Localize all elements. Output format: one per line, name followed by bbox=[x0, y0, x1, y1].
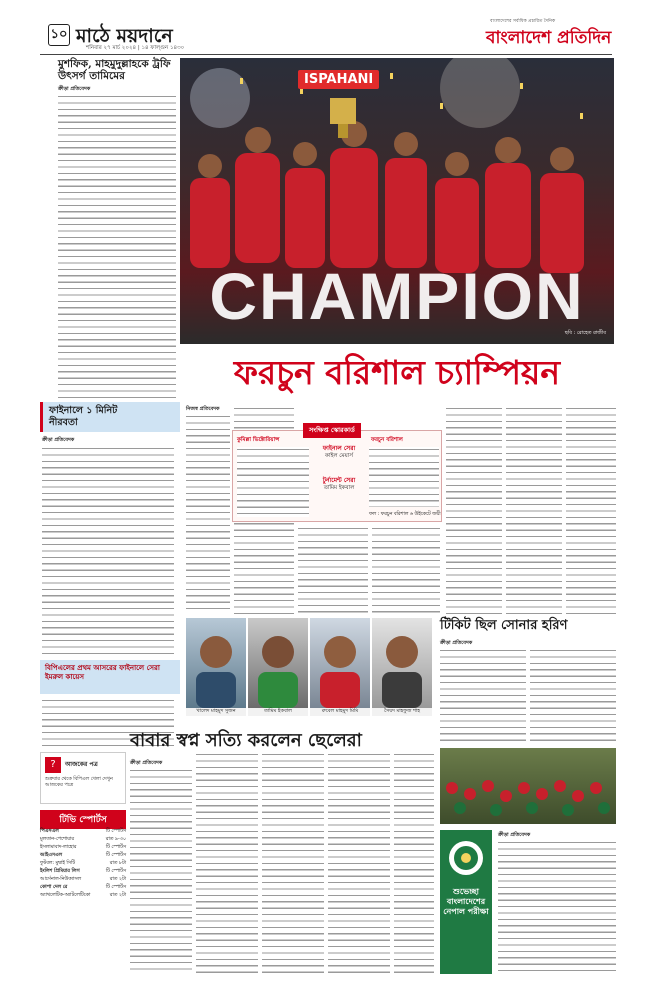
tv-row bbox=[40, 844, 126, 852]
scorecard-title: সংক্ষিপ্ত স্কোরকার্ড bbox=[303, 423, 361, 438]
hero-photo bbox=[180, 58, 614, 344]
portrait-row bbox=[186, 618, 436, 718]
tv-row bbox=[40, 868, 126, 876]
tv-row-channel: রাত ৯-৩০ bbox=[105, 837, 126, 842]
paper-tagline: বাংলাদেশের সর্বাধিক প্রচারিত দৈনিক bbox=[490, 19, 556, 24]
scorecard-result: ফল : ফরচুন বরিশাল ৬ উইকেটে জয়ী bbox=[369, 512, 441, 517]
story-headline-mushfiq: মুশফিক, মাহমুদুল্লাহকে ট্রফি উৎসর্গ তামিমের bbox=[58, 58, 171, 82]
mid-left-column bbox=[186, 414, 230, 614]
mid-col-3 bbox=[298, 526, 368, 614]
hero-headline: ফরচুন বরিশাল চ্যাম্পিয়ন bbox=[233, 353, 561, 392]
tv-row-channel: টি স্পোর্টস bbox=[105, 829, 126, 834]
portrait-3 bbox=[310, 618, 370, 708]
tv-row bbox=[40, 876, 126, 884]
dream-col-2 bbox=[196, 752, 258, 974]
masthead-rule bbox=[40, 54, 612, 55]
final-minute-title: ফাইনালে ১ মিনিট নীরবতা bbox=[49, 405, 118, 428]
tv-row-name: ইংলিশ প্রিমিয়ার লিগ bbox=[40, 869, 80, 874]
dream-col-1 bbox=[130, 768, 192, 974]
tv-row-name: আইএসএল bbox=[40, 853, 63, 858]
bpl-box bbox=[40, 660, 180, 694]
mid-col-7 bbox=[566, 406, 616, 614]
scorecard-box bbox=[232, 426, 442, 522]
page-number-box bbox=[48, 24, 70, 46]
bottom-right-body bbox=[498, 840, 616, 974]
ad-text: শুক্রবার থেকে বিপিএল খেলা দেখুন আজকের পত্রে bbox=[45, 777, 113, 788]
portrait-caption-4: সৈয়দ মাহফুজ শাহ bbox=[372, 708, 432, 716]
scorecard-right-body bbox=[369, 447, 439, 507]
tv-row-name: পিএসএল bbox=[40, 829, 59, 834]
tv-row bbox=[40, 884, 126, 892]
tv-row bbox=[40, 860, 126, 868]
tv-row-channel: রাত ৮টা bbox=[109, 861, 126, 866]
scorecard-left-body bbox=[237, 447, 309, 517]
scorecard-right-team: ফরচুন বরিশাল bbox=[371, 437, 403, 443]
portrait-1 bbox=[186, 618, 246, 708]
final-best-name: কাইল মেয়ার্স bbox=[325, 453, 353, 459]
federation-logo-icon bbox=[446, 838, 486, 878]
story-byline-mushfiq: ক্রীড়া প্রতিবেদক bbox=[58, 86, 91, 92]
dream-col-4 bbox=[328, 752, 390, 974]
portrait-caption-1: খালেদ মাহমুদ সুজন bbox=[186, 708, 246, 716]
hero-photo-credit: ছবি : রোহেত রাজীব bbox=[564, 330, 606, 336]
section-title: মাঠে ময়দানে bbox=[76, 25, 173, 47]
dream-col-3 bbox=[262, 752, 324, 974]
page-number: ১০ bbox=[50, 26, 68, 42]
tv-schedule-list bbox=[40, 828, 126, 900]
ad-title: আজকের পত্র bbox=[65, 761, 98, 768]
hero-overlay-text: CHAMPION bbox=[209, 259, 585, 333]
dream-byline: ক্রীড়া প্রতিবেদক bbox=[130, 760, 163, 766]
tv-row bbox=[40, 892, 126, 900]
dream-headline: বাবার স্বপ্ন সত্যি করলেন ছেলেরা bbox=[130, 730, 362, 751]
tv-row-name: আর্সেনাল-নিউক্যাসল bbox=[40, 877, 82, 882]
tv-row-channel: টি স্পোর্টস bbox=[105, 885, 126, 890]
tickets-byline: ক্রীড়া প্রতিবেদক bbox=[440, 640, 473, 646]
tournament-best-label: টুর্নামেন্ট সেরা bbox=[322, 477, 356, 484]
tv-row-name: কোপা দেল রে bbox=[40, 885, 68, 890]
bottom-right-logo-box bbox=[440, 830, 492, 974]
mid-col-6 bbox=[506, 406, 562, 614]
tv-row-name: অ্যাথলেটিক-অ্যাটলেটিকো bbox=[40, 893, 91, 898]
tv-row-channel: রাত ২টা bbox=[109, 877, 126, 882]
final-minute-byline: ক্রীড়া প্রতিবেদক bbox=[42, 437, 75, 443]
dream-col-5 bbox=[394, 752, 434, 974]
story-body-mushfiq bbox=[58, 94, 176, 400]
portrait-caption-2: তামিম ইকবাল bbox=[248, 708, 308, 716]
tv-row-channel: টি স্পোর্টস bbox=[105, 853, 126, 858]
scorecard-left-team: কুমিল্লা ভিক্টোরিয়ান্স bbox=[237, 437, 280, 443]
ad-box bbox=[40, 752, 126, 804]
ad-logo-icon: ? bbox=[45, 757, 61, 773]
portrait-caption-3: রুবেল মাহমুদ মিমি bbox=[310, 708, 370, 716]
mid-left-byline: নিজস্ব প্রতিবেদক bbox=[186, 406, 220, 412]
tv-row-name: মুলতান-পেশোয়ার bbox=[40, 837, 75, 842]
crowd-photo bbox=[440, 748, 616, 824]
mid-col-4 bbox=[372, 526, 440, 614]
mid-col-5 bbox=[446, 406, 502, 614]
final-best-label: ফাইনাল সেরা bbox=[322, 445, 356, 452]
portrait-2 bbox=[248, 618, 308, 708]
portrait-4 bbox=[372, 618, 432, 708]
tickets-body-1 bbox=[440, 648, 526, 744]
tv-row-channel: টি স্পোর্টস bbox=[105, 845, 126, 850]
tv-title: টিভি স্পোর্টস bbox=[40, 810, 126, 829]
tv-row-channel: টি স্পোর্টস bbox=[105, 869, 126, 874]
tv-row-name: ফুটবল: মুম্বাই সিটি bbox=[40, 861, 75, 866]
hero-banner: ISPAHANI bbox=[298, 70, 379, 89]
tournament-best-name: তামিম ইকবাল bbox=[323, 485, 355, 491]
paper-name: বাংলাদেশ প্রতিদিন bbox=[486, 28, 612, 48]
bottom-right-logo-caption: শুভেচ্ছা বাংলাদেশের নেপাল পরীক্ষা bbox=[443, 886, 489, 916]
tickets-headline: টিকিট ছিল সোনার হরিণ bbox=[440, 618, 568, 633]
final-minute-box bbox=[40, 402, 180, 432]
crowd-illustration bbox=[440, 748, 616, 824]
tv-row bbox=[40, 836, 126, 844]
tv-row-name: ইসলামাবাদ-লাহোর bbox=[40, 845, 77, 850]
tv-row-channel: রাত ২টা bbox=[109, 893, 126, 898]
bpl-box-title: বিপিএলের প্রথম আসরের ফাইনালে সেরা ইমরুল কায়েস bbox=[45, 663, 160, 681]
bottom-right-byline: ক্রীড়া প্রতিবেদক bbox=[498, 832, 531, 838]
final-minute-body bbox=[42, 446, 174, 656]
tickets-body-2 bbox=[530, 648, 616, 744]
tv-row bbox=[40, 852, 126, 860]
tv-row bbox=[40, 828, 126, 836]
page-date: শনিবার ২৭ মার্চ ২০২৪ | ১৪ ফাল্গুন ১৪৩০ bbox=[86, 45, 185, 51]
